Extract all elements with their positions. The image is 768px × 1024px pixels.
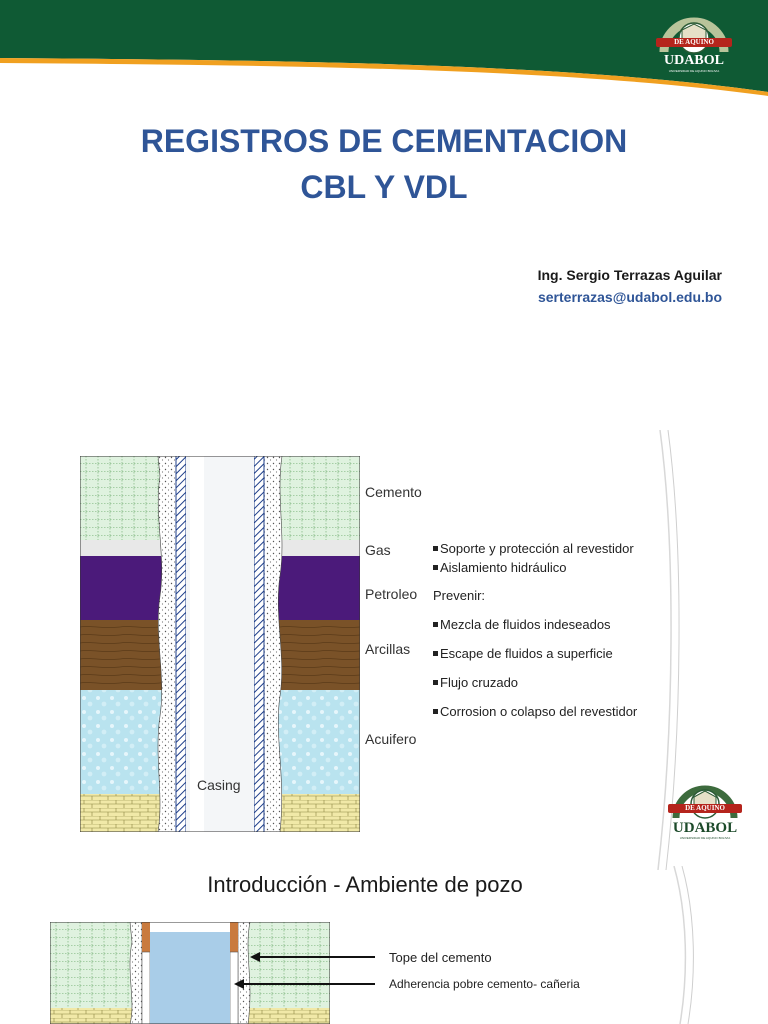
bullet-text: Aislamiento hidráulico (440, 560, 567, 575)
bullet-item (433, 617, 611, 632)
layer-label-arcillas: Arcillas (365, 641, 411, 657)
bullet-square-icon (433, 622, 438, 627)
logo-banner-text: DE AQUINO (674, 38, 714, 46)
well-diagram (80, 456, 360, 832)
bullet-item (433, 704, 637, 719)
bullet-square-icon (433, 709, 438, 714)
callout-arrows (230, 945, 380, 995)
author-name: Ing. Sergio Terrazas Aguilar (537, 267, 722, 283)
callout-tope-cemento: Tope del cemento (389, 950, 492, 965)
logo-tagline: UNIVERSIDAD DE AQUINO BOLIVIA (679, 836, 731, 840)
curve-divider-2 (660, 866, 710, 1024)
prevenir-label: Prevenir: (433, 588, 486, 603)
page-title-line2: CBL Y VDL (300, 169, 468, 205)
bullet-item (433, 646, 613, 661)
bullet-square-icon (433, 680, 438, 685)
bullet-square-icon (433, 651, 438, 656)
bullet-square-icon (433, 546, 438, 551)
bullet-text: Soporte y protección al revestidor (440, 541, 634, 556)
layer-label-petroleo: Petroleo (365, 586, 418, 602)
page-title-line1: REGISTROS DE CEMENTACION (140, 123, 628, 159)
layer-label-cemento: Cemento (365, 484, 422, 500)
logo-name: UDABOL (664, 53, 724, 68)
bullet-item (433, 541, 634, 556)
logo-banner-text: DE AQUINO (685, 804, 725, 812)
author-email-link[interactable]: serterrazas@udabol.edu.bo (537, 289, 722, 305)
bullet-text: Flujo cruzado (440, 675, 519, 690)
section-title: Introducción - Ambiente de pozo (207, 872, 523, 897)
logo-tagline: UNIVERSIDAD DE AQUINO BOLIVIA (668, 69, 720, 73)
layer-label-gas: Gas (365, 542, 391, 558)
bullet-square-icon (433, 565, 438, 570)
udabol-logo (652, 8, 736, 74)
bullet-item (433, 560, 566, 575)
bullet-text: Escape de fluidos a superficie (440, 646, 613, 661)
bullet-text: Corrosion o colapso del revestidor (440, 704, 638, 719)
casing-label: Casing (197, 777, 241, 793)
callout-adherencia: Adherencia pobre cemento- cañeria (389, 977, 580, 991)
bullet-text: Mezcla de fluidos indeseados (440, 617, 611, 632)
udabol-logo-small (662, 778, 748, 840)
layer-label-acuifero: Acuifero (365, 731, 417, 747)
bullet-item (433, 675, 518, 690)
logo-name: UDABOL (672, 820, 738, 836)
